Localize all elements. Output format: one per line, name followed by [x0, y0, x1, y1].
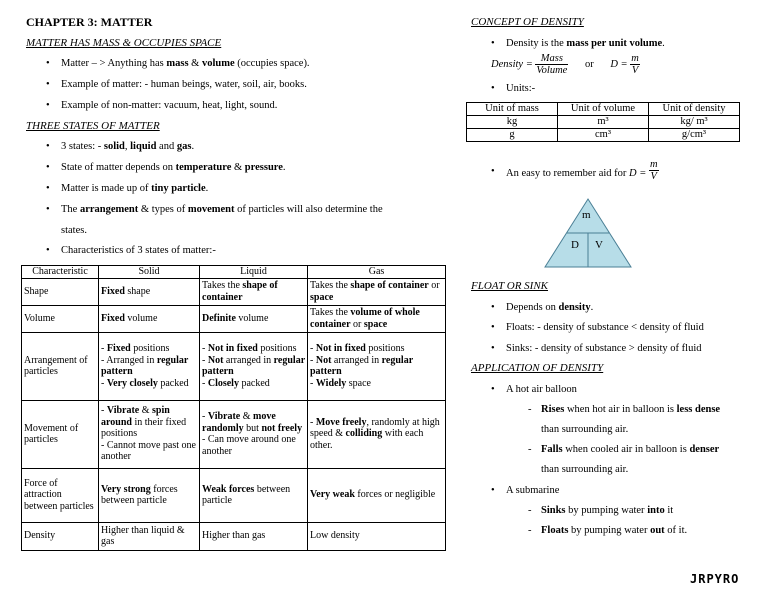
dash-icon: -	[528, 525, 532, 536]
text-bold: Not in fixed	[207, 343, 258, 354]
text-bold: volume of whole container	[310, 307, 420, 330]
cell: kg	[467, 116, 558, 129]
text: packed	[157, 377, 189, 389]
cell-solid	[99, 278, 200, 305]
cell-liquid	[200, 305, 308, 332]
text: A hot air balloon	[506, 384, 577, 395]
section-density-title: CONCEPT OF DENSITY	[471, 16, 584, 28]
text-bold: shape of container	[202, 280, 278, 303]
table-row	[467, 129, 740, 142]
text-bold: Fixed	[101, 285, 125, 297]
bullet-icon: •	[491, 302, 495, 313]
text: Example of non-matter: vacuum, heat, light, sound.	[61, 100, 278, 111]
text: volume	[235, 312, 269, 324]
sub-balloon-falls	[528, 443, 720, 456]
cell-label: Shape	[22, 278, 99, 305]
text-bold: Sinks	[541, 505, 566, 516]
unit-table-header-row	[467, 103, 740, 116]
states-table	[21, 265, 446, 551]
text-bold: out	[650, 525, 665, 536]
cell-gas	[308, 332, 446, 400]
cell-liquid	[200, 332, 308, 400]
text: by pumping water	[565, 505, 648, 516]
cell-solid	[99, 332, 200, 400]
bullet-tiny-particle	[46, 182, 209, 195]
text-bold: mass	[166, 58, 189, 69]
text: -	[202, 343, 208, 354]
denominator: V	[631, 65, 639, 76]
cell-gas	[308, 305, 446, 332]
text: -	[101, 377, 107, 389]
text-bold: Rises	[541, 404, 565, 415]
text-bold: Falls	[541, 444, 563, 455]
table-header-row	[22, 266, 446, 279]
text-bold: tiny particle	[151, 183, 206, 194]
cell-liquid	[200, 468, 308, 522]
bullet-icon: •	[491, 343, 495, 354]
text: .	[191, 141, 195, 152]
sub-balloon-rises-cont: than surrounding air.	[541, 424, 629, 435]
text: -	[202, 411, 208, 422]
dash-icon: -	[528, 505, 532, 516]
cell-label: Density	[22, 522, 99, 550]
section-states-title: THREE STATES OF MATTER	[26, 120, 160, 132]
text: packed	[238, 377, 270, 389]
text-bold: arrangement	[79, 204, 139, 215]
dash-icon: -	[528, 404, 532, 415]
sub-balloon-falls-cont: than surrounding air.	[541, 464, 629, 475]
text-bold: Not in fixed	[315, 343, 366, 354]
text-bold: liquid	[130, 141, 157, 152]
dash-icon: -	[528, 444, 532, 455]
text-bold: shape of container	[350, 280, 429, 291]
formula-lhs: Density =	[491, 58, 533, 70]
cell-solid	[99, 305, 200, 332]
cell: g/cm³	[649, 129, 740, 142]
text-bold: Fixed	[106, 343, 131, 354]
text: but	[243, 422, 262, 434]
cell-label: Movement of particles	[22, 400, 99, 468]
formula-fraction	[649, 159, 659, 182]
numerator: Mass	[535, 53, 568, 65]
cell-gas	[308, 278, 446, 305]
text: positions	[257, 343, 297, 354]
bullet-hot-air-balloon	[491, 383, 577, 396]
text-bold: Weak forces	[202, 483, 255, 495]
text: 3 states: -	[61, 141, 104, 152]
text: -	[310, 343, 316, 354]
text-bold: regular pattern	[310, 354, 413, 377]
brand-signature: JRPYRO	[690, 572, 740, 586]
text: or	[350, 318, 364, 330]
text-bold: Not	[315, 354, 332, 366]
text-bold: colliding	[345, 428, 383, 440]
text-bold: not freely	[261, 422, 303, 434]
text: &	[139, 405, 153, 417]
denominator: Volume	[536, 65, 568, 76]
density-formula	[491, 53, 640, 76]
table-row-volume	[22, 305, 446, 332]
text-bold: regular pattern	[202, 354, 305, 377]
header-characteristic: Characteristic	[22, 266, 99, 279]
text: of particles will also determine the	[234, 204, 383, 215]
header-liquid: Liquid	[200, 266, 308, 279]
bullet-icon: •	[46, 100, 50, 111]
triangle-label-v: V	[595, 239, 603, 251]
text-bold: Definite	[202, 312, 236, 324]
cell: g	[467, 129, 558, 142]
unit-table	[466, 102, 740, 142]
text-bold: Very weak	[310, 489, 355, 501]
text-bold: density	[558, 302, 591, 313]
bullet-icon: •	[46, 141, 50, 152]
text-bold: Not	[207, 354, 224, 366]
text: &	[231, 162, 245, 173]
text: - Cannot move past one another	[101, 439, 196, 463]
triangle-label-d: D	[571, 239, 579, 251]
text: arranged in	[331, 354, 382, 366]
bullet-icon: •	[491, 38, 495, 49]
table-row-density	[22, 522, 446, 550]
text: ,	[124, 141, 131, 152]
text-bold: space	[363, 318, 388, 330]
text: Takes the	[202, 280, 243, 291]
text: (occupies space).	[234, 58, 310, 69]
text-bold: mass per unit volume	[566, 38, 663, 49]
bullet-memory-aid	[491, 159, 659, 182]
chapter-title: CHAPTER 3: MATTER	[26, 15, 153, 29]
text: Characteristics of 3 states of matter:-	[61, 245, 216, 256]
sub-submarine-sinks	[528, 504, 674, 517]
text: -	[101, 343, 107, 354]
cell-label: Arrangement of particles	[22, 332, 99, 400]
text-bold: pressure	[244, 162, 283, 173]
bullet-characteristics	[46, 244, 216, 257]
sub-submarine-floats	[528, 524, 688, 537]
text: & types of	[138, 204, 188, 215]
table-row-arrangement	[22, 332, 446, 400]
text: Sinks: - density of substance > density of fluid	[506, 343, 702, 354]
header-gas: Gas	[308, 266, 446, 279]
text-bold: spin around	[101, 405, 170, 428]
text: -	[101, 405, 107, 417]
bullet-state-depends	[46, 161, 286, 174]
text-bold: Widely	[315, 377, 347, 389]
text: forces or negligible	[354, 489, 436, 501]
bullet-icon: •	[491, 485, 495, 496]
formula-lhs: D =	[629, 167, 647, 179]
table-row-force	[22, 468, 446, 522]
text-bold: less dense	[676, 404, 721, 415]
denominator: V	[650, 171, 657, 182]
bullet-icon: •	[491, 166, 495, 177]
text-bold: Very closely	[106, 377, 158, 389]
section-application-title: APPLICATION OF DENSITY	[471, 362, 604, 374]
text: .	[590, 302, 594, 313]
text: .	[662, 38, 665, 49]
cell-gas	[308, 468, 446, 522]
text: Matter is made up of	[61, 183, 152, 194]
text: &	[188, 58, 202, 69]
text: - Arranged in	[101, 354, 157, 366]
formula-fraction-short	[630, 53, 640, 76]
text: positions	[365, 343, 405, 354]
text: arranged in	[223, 354, 274, 366]
bullet-matter-definition	[46, 57, 310, 70]
text-bold: Move freely	[315, 416, 367, 428]
cell: kg/ m³	[649, 116, 740, 129]
bullet-depends-density	[491, 301, 594, 314]
text: Matter – > Anything has	[61, 58, 167, 69]
formula-or: or	[584, 58, 594, 70]
text: Units:-	[506, 83, 536, 94]
text-bold: denser	[689, 444, 720, 455]
cell-gas: Low density	[308, 522, 446, 550]
text-bold: into	[647, 505, 665, 516]
text: by pumping water	[568, 525, 651, 536]
bullet-icon: •	[491, 322, 495, 333]
text: when cooled air in balloon is	[562, 444, 690, 455]
text: of it.	[664, 525, 688, 536]
cell-label: Volume	[22, 305, 99, 332]
bullet-density-def	[491, 37, 665, 50]
numerator: m	[631, 53, 639, 64]
formula-lhs-short: D =	[610, 58, 628, 70]
text: Takes the	[310, 307, 351, 318]
cell-solid	[99, 400, 200, 468]
text: The	[61, 204, 80, 215]
text: .	[282, 162, 286, 173]
header-unit-density: Unit of density	[649, 103, 740, 116]
text-bold: Floats	[541, 525, 569, 536]
table-row-shape	[22, 278, 446, 305]
bullet-icon: •	[46, 183, 50, 194]
text-bold: temperature	[175, 162, 232, 173]
cell-solid	[99, 468, 200, 522]
header-unit-volume: Unit of volume	[558, 103, 649, 116]
cell-liquid	[200, 278, 308, 305]
cell-solid: Higher than liquid & gas	[99, 522, 200, 550]
cell-label: Force of attraction between particles	[22, 468, 99, 522]
header-unit-mass: Unit of mass	[467, 103, 558, 116]
text: , randomly at high speed &	[310, 416, 440, 440]
bullet-non-matter-examples	[46, 99, 278, 112]
text: Floats: - density of substance < density of fluid	[506, 322, 704, 333]
bullet-icon: •	[46, 58, 50, 69]
text-bold: Very strong	[101, 483, 151, 495]
bullet-icon: •	[491, 384, 495, 395]
section-float-sink-title: FLOAT OR SINK	[471, 280, 549, 292]
text: -	[202, 354, 208, 366]
cell-gas	[308, 400, 446, 468]
text: - Can move around one another	[202, 434, 296, 457]
formula-fraction	[535, 53, 568, 76]
text-bold: Closely	[207, 377, 239, 389]
cell: m³	[558, 116, 649, 129]
text: it	[664, 505, 674, 516]
text: or	[428, 280, 440, 291]
bullet-icon: •	[46, 162, 50, 173]
text: -	[310, 377, 316, 389]
text-bold: Vibrate	[106, 405, 140, 417]
text-bold: gas	[176, 141, 192, 152]
bullet-icon: •	[46, 245, 50, 256]
triangle-label-m: m	[582, 209, 591, 221]
text: A submarine	[506, 485, 560, 496]
text: Depends on	[506, 302, 559, 313]
header-solid: Solid	[99, 266, 200, 279]
bullet-icon: •	[46, 204, 50, 215]
text: &	[240, 411, 254, 422]
section-matter-title: MATTER HAS MASS & OCCUPIES SPACE	[26, 37, 222, 49]
bullet-submarine	[491, 484, 560, 497]
text-bold: volume	[201, 58, 235, 69]
bullet-three-states	[46, 140, 195, 153]
text: .	[205, 183, 209, 194]
text: Takes the	[310, 280, 351, 291]
bullet-sinks	[491, 342, 702, 355]
text-bold: Fixed	[101, 312, 125, 324]
text: -	[310, 416, 316, 428]
bullet-icon: •	[491, 83, 495, 94]
cell: cm³	[558, 129, 649, 142]
text: positions	[130, 343, 170, 354]
text-bold: solid	[103, 141, 125, 152]
text-bold: regular pattern	[101, 354, 189, 377]
text: An easy to remember aid for	[506, 167, 630, 179]
text-bold: move randomly	[202, 411, 276, 434]
numerator: m	[649, 159, 658, 170]
text: -	[310, 354, 316, 366]
text: between particle	[202, 483, 291, 506]
bullet-icon: •	[46, 79, 50, 90]
text: Density is the	[506, 38, 567, 49]
text: and	[156, 141, 177, 152]
text: Example of matter: - human beings, water, soil, air, books.	[61, 79, 307, 90]
bullet-arrangement-cont: states.	[61, 225, 87, 236]
text: State of matter depends on	[61, 162, 176, 173]
bullet-floats	[491, 321, 704, 334]
bullet-matter-examples	[46, 78, 307, 91]
table-row	[467, 116, 740, 129]
text-bold: movement	[187, 204, 235, 215]
sub-balloon-rises	[528, 403, 721, 416]
bullet-units	[491, 82, 536, 95]
cell-liquid	[200, 400, 308, 468]
text: in their fixed positions	[101, 416, 187, 440]
text: forces between particle	[101, 483, 178, 506]
text: when hot air in balloon is	[564, 404, 677, 415]
text: volume	[124, 312, 158, 324]
text-bold: Vibrate	[207, 411, 241, 422]
text: shape	[124, 285, 151, 297]
bullet-arrangement	[46, 203, 383, 216]
text: with each other.	[310, 428, 424, 451]
table-row-movement	[22, 400, 446, 468]
text: -	[202, 377, 208, 389]
text-bold: space	[310, 291, 334, 303]
text: space	[346, 377, 371, 389]
cell-liquid: Higher than gas	[200, 522, 308, 550]
